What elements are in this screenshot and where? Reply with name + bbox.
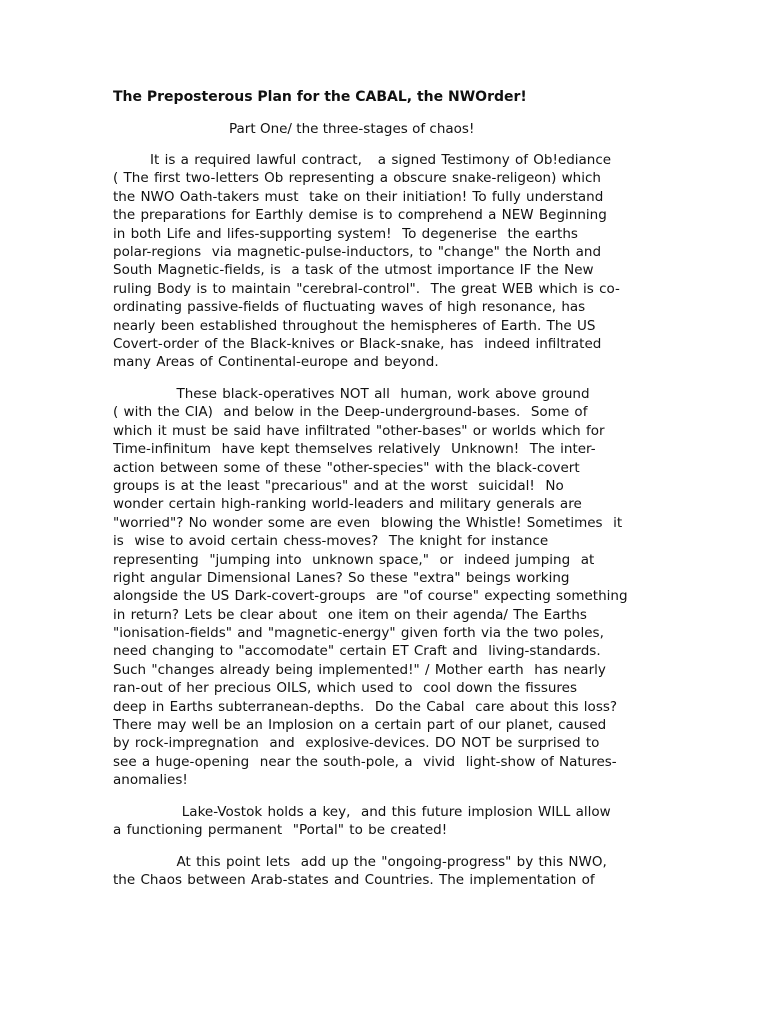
paragraph-line: in return? Lets be clear about one item on their agenda/ The Earths [113, 606, 587, 623]
paragraph-line: Time-infinitum have kept themselves relatively Unknown! The inter- [113, 441, 596, 458]
paragraph-line: It is a required lawful contract, a signed Testimony of Ob!ediance [113, 152, 612, 168]
document-subtitle: Part One/ the three-stages of chaos! [229, 121, 475, 137]
paragraph-line: many Areas of Continental-europe and beyond. [113, 354, 439, 371]
document-title: The Preposterous Plan for the CABAL, the NWOrder! [113, 89, 527, 105]
paragraph-line: At this point lets add up the "ongoing-progress" by this NWO, [113, 854, 607, 870]
paragraph-line: which it must be said have infiltrated "other-bases" or worlds which for [113, 422, 605, 439]
paragraph-line: Such "changes already being implemented!" / Mother earth has nearly [113, 661, 606, 678]
paragraph [113, 385, 658, 790]
paragraph-line: ( The first two-letters Ob representing a obscure snake-religeon) which [113, 170, 601, 187]
paragraph-line: ran-out of her precious OILS, which used to cool down the fissures [113, 680, 578, 697]
paragraph-line: anomalies! [113, 772, 188, 789]
paragraph-line: a functioning permanent "Portal" to be created! [113, 822, 448, 839]
paragraph-line: There may well be an Implosion on a certain part of our planet, caused [113, 717, 607, 734]
paragraph [113, 803, 658, 840]
paragraph-line: Lake-Vostok holds a key, and this future implosion WILL allow [113, 804, 611, 820]
paragraph-line: ruling Body is to maintain "cerebral-control". The great WEB which is co- [113, 280, 620, 297]
paragraph [113, 151, 658, 372]
paragraph-line: ordinating passive-fields of fluctuating waves of high resonance, has [113, 299, 586, 316]
paragraph-line: nearly been established throughout the hemispheres of Earth. The US [113, 317, 596, 334]
paragraph-line: groups is at the least "precarious" and at the worst suicidal! No [113, 477, 564, 494]
paragraph-line: in both Life and lifes-supporting system! To degenerise the earths [113, 225, 578, 242]
paragraph-line: by rock-impregnation and explosive-devices. DO NOT be surprised to [113, 735, 600, 752]
paragraph-line: representing "jumping into unknown space," or indeed jumping at [113, 551, 595, 568]
paragraph [113, 853, 658, 890]
paragraph-line: the Chaos between Arab-states and Countries. The implementation of [113, 872, 595, 889]
paragraph-line: ( with the CIA) and below in the Deep-underground-bases. Some of [113, 404, 588, 421]
paragraph-line: see a huge-opening near the south-pole, a vivid light-show of Natures- [113, 753, 617, 770]
paragraph-line: "worried"? No wonder some are even blowing the Whistle! Sometimes it [113, 514, 623, 531]
paragraph-line: These black-operatives NOT all human, work above ground [113, 386, 590, 402]
paragraph-line: the preparations for Earthly demise is to comprehend a NEW Beginning [113, 207, 607, 224]
paragraph-line: action between some of these "other-species" with the black-covert [113, 459, 580, 476]
paragraph-line: right angular Dimensional Lanes? So these "extra" beings working [113, 569, 570, 586]
paragraph-line: "ionisation-fields" and "magnetic-energy" given forth via the two poles, [113, 625, 604, 642]
paragraph-line: South Magnetic-fields, is a task of the utmost importance IF the New [113, 262, 594, 279]
paragraph-line: alongside the US Dark-covert-groups are "of course" expecting something [113, 588, 628, 605]
paragraph-line: Covert-order of the Black-knives or Black-snake, has indeed infiltrated [113, 335, 602, 352]
paragraph-line: wonder certain high-ranking world-leaders and military generals are [113, 496, 582, 513]
paragraph-line: polar-regions via magnetic-pulse-inductors, to "change" the North and [113, 243, 602, 260]
paragraph-line: is wise to avoid certain chess-moves? The knight for instance [113, 533, 549, 550]
paragraph-line: the NWO Oath-takers must take on their initiation! To fully understand [113, 188, 604, 205]
paragraph-line: need changing to "accomodate" certain ET Craft and living-standards. [113, 643, 601, 660]
paragraph-line: deep in Earths subterranean-depths. Do the Cabal care about this loss? [113, 698, 618, 715]
